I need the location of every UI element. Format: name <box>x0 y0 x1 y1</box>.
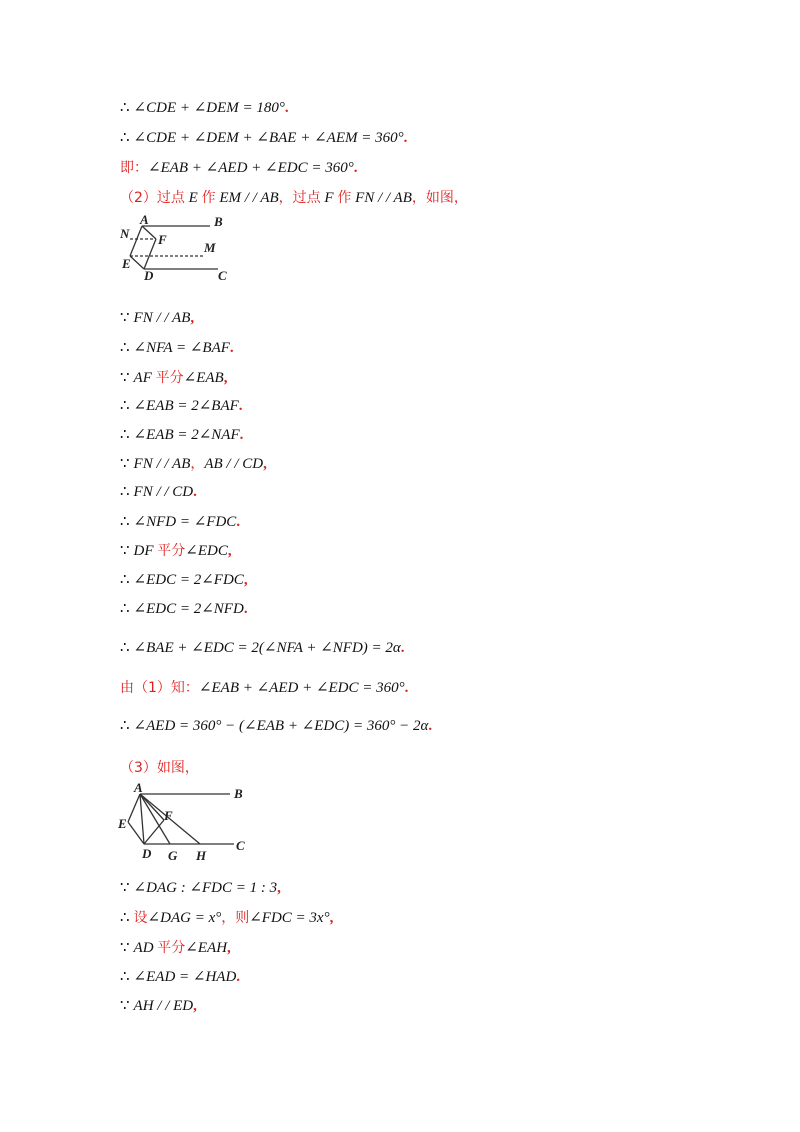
because-symbol: ∵ <box>120 456 130 472</box>
chinese-text: ，过点 <box>278 190 321 206</box>
math-expression: ∠CDE + ∠DEM = 180° <box>133 100 285 116</box>
line-end: . <box>284 100 289 116</box>
segment-fd <box>144 239 156 269</box>
label-d: D <box>142 846 152 861</box>
chinese-text: ，如图， <box>411 190 468 206</box>
math-expression: ∠DAG = x° <box>147 910 222 926</box>
therefore-symbol: ∴ <box>120 514 130 530</box>
therefore-symbol: ∴ <box>120 484 130 500</box>
math-expression: ∠EDC = 2∠FDC <box>133 572 244 588</box>
line-end: . <box>238 398 243 414</box>
math-expression: ∠NFA = ∠BAF <box>133 340 230 356</box>
math-expression: ∠EAB <box>183 370 224 386</box>
line-end: . <box>404 680 409 696</box>
proof-line <box>120 678 408 698</box>
segment-ed <box>128 822 144 844</box>
proof-line <box>120 638 405 658</box>
label-m: M <box>204 240 216 255</box>
line-end: . <box>428 718 433 734</box>
because-symbol: ∵ <box>120 543 130 559</box>
math-expression: ∠BAE + ∠EDC = 2(∠NFA + ∠NFD) = 2α <box>133 640 401 656</box>
proof-line <box>120 996 197 1016</box>
therefore-symbol: ∴ <box>120 910 130 926</box>
chinese-text: 平分 <box>157 543 186 559</box>
therefore-symbol: ∴ <box>120 718 130 734</box>
part-3-header <box>120 758 199 778</box>
because-symbol: ∵ <box>120 998 130 1014</box>
because-symbol: ∵ <box>120 370 130 386</box>
chinese-text: 设 <box>133 910 148 926</box>
chinese-text: 即： <box>120 160 148 176</box>
line-end: , <box>227 543 232 559</box>
line-end: , <box>223 370 228 386</box>
math-expression: AD <box>133 940 154 956</box>
therefore-symbol: ∴ <box>120 969 130 985</box>
line-end: . <box>236 969 241 985</box>
math-expression: F <box>324 190 334 206</box>
therefore-symbol: ∴ <box>120 640 130 656</box>
math-expression: EM / / AB <box>219 190 279 206</box>
math-expression: ∠DAG : ∠FDC = 1 : 3 <box>133 880 278 896</box>
line-end: , <box>329 910 334 926</box>
line-end: , <box>190 310 195 326</box>
proof-line <box>120 368 227 388</box>
chinese-text: 作 <box>337 190 352 206</box>
label-e: E <box>118 816 127 831</box>
therefore-symbol: ∴ <box>120 572 130 588</box>
line-end: . <box>239 427 244 443</box>
proof-line <box>120 599 248 619</box>
math-expression: ∠EAD = ∠HAD <box>133 969 237 985</box>
proof-line <box>120 908 333 928</box>
because-symbol: ∵ <box>120 310 130 326</box>
proof-line <box>120 938 231 958</box>
proof-line <box>120 98 289 118</box>
geometry-figure-1 <box>118 212 238 284</box>
math-expression: ∠EDC = 2∠NFD <box>133 601 244 617</box>
therefore-symbol: ∴ <box>120 340 130 356</box>
label-d: D <box>144 268 154 283</box>
chinese-text: ，则 <box>221 910 250 926</box>
proof-line <box>120 967 240 987</box>
line-end: . <box>353 160 358 176</box>
proof-line <box>120 308 194 328</box>
proof-line <box>120 338 234 358</box>
proof-line <box>120 716 432 736</box>
because-symbol: ∵ <box>120 880 130 896</box>
math-expression: ∠NFD = ∠FDC <box>133 514 237 530</box>
line-end: . <box>243 601 248 617</box>
math-expression: ∠CDE + ∠DEM + ∠BAE + ∠AEM = 360° <box>133 130 404 146</box>
math-expression: ∠AED = 360° − (∠EAB + ∠EDC) = 360° − 2α <box>133 718 429 734</box>
line-end: , <box>277 880 281 896</box>
segment-af <box>140 794 164 820</box>
label-b: B <box>234 786 243 801</box>
proof-line <box>120 541 232 561</box>
label-f: F <box>158 232 167 247</box>
math-expression: FN / / CD <box>133 484 194 500</box>
proof-line <box>120 454 267 474</box>
label-c: C <box>218 268 227 283</box>
label-g: G <box>168 848 178 863</box>
proof-line <box>120 158 357 178</box>
chinese-text: 平分 <box>155 370 184 386</box>
chinese-text: ， <box>190 456 205 472</box>
chinese-text: （3）如图， <box>120 760 199 776</box>
proof-line <box>120 482 197 502</box>
proof-line <box>120 878 281 898</box>
label-n: N <box>120 226 130 241</box>
line-end: , <box>263 456 267 472</box>
label-e: E <box>122 256 131 271</box>
proof-line <box>120 128 407 148</box>
math-expression: ∠FDC = 3x° <box>249 910 330 926</box>
math-expression: E <box>188 190 198 206</box>
therefore-symbol: ∴ <box>120 100 130 116</box>
line-end: . <box>403 130 408 146</box>
line-end: . <box>400 640 405 656</box>
proof-line <box>120 396 243 416</box>
segment-ae <box>130 226 142 256</box>
chinese-text: 由（1）知： <box>120 680 199 696</box>
proof-line <box>120 425 243 445</box>
chinese-text: 平分 <box>157 940 186 956</box>
because-symbol: ∵ <box>120 940 130 956</box>
math-expression: AH / / ED <box>133 998 194 1014</box>
math-expression: FN / / AB <box>133 456 191 472</box>
line-end: , <box>227 940 231 956</box>
label-a: A <box>140 212 149 227</box>
segment-ed <box>130 256 144 269</box>
line-end: , <box>193 998 197 1014</box>
math-expression: ∠EAB = 2∠BAF <box>133 398 239 414</box>
geometry-figure-2 <box>118 782 258 864</box>
label-c: C <box>236 838 245 853</box>
math-expression: FN / / AB <box>355 190 412 206</box>
line-end: , <box>243 572 248 588</box>
line-end: . <box>229 340 234 356</box>
line-end: . <box>236 514 241 530</box>
label-h: H <box>196 848 207 863</box>
math-expression: ∠EAB + ∠AED + ∠EDC = 360° <box>148 160 354 176</box>
line-end: . <box>193 484 197 500</box>
segment-fd <box>144 820 164 844</box>
chinese-text: （2）过点 <box>120 190 185 206</box>
math-expression: FN / / AB <box>133 310 191 326</box>
math-expression: AF <box>133 370 152 386</box>
segment-ad <box>140 794 144 844</box>
therefore-symbol: ∴ <box>120 427 130 443</box>
label-f: F <box>164 808 173 823</box>
math-expression: ∠EAB + ∠AED + ∠EDC = 360° <box>198 680 405 696</box>
math-expression: ∠EAB = 2∠NAF <box>133 427 240 443</box>
proof-line <box>120 570 248 590</box>
segment-ae <box>128 794 140 822</box>
label-b: B <box>214 214 223 229</box>
proof-line <box>120 512 240 532</box>
part-2-header <box>120 188 468 208</box>
math-expression: DF <box>133 543 154 559</box>
label-a: A <box>134 782 143 795</box>
therefore-symbol: ∴ <box>120 130 130 146</box>
math-expression: AB / / CD <box>204 456 264 472</box>
therefore-symbol: ∴ <box>120 601 130 617</box>
therefore-symbol: ∴ <box>120 398 130 414</box>
chinese-text: 作 <box>201 190 216 206</box>
math-expression: ∠EAH <box>185 940 228 956</box>
math-expression: ∠EDC <box>185 543 228 559</box>
segment-af <box>142 226 156 239</box>
